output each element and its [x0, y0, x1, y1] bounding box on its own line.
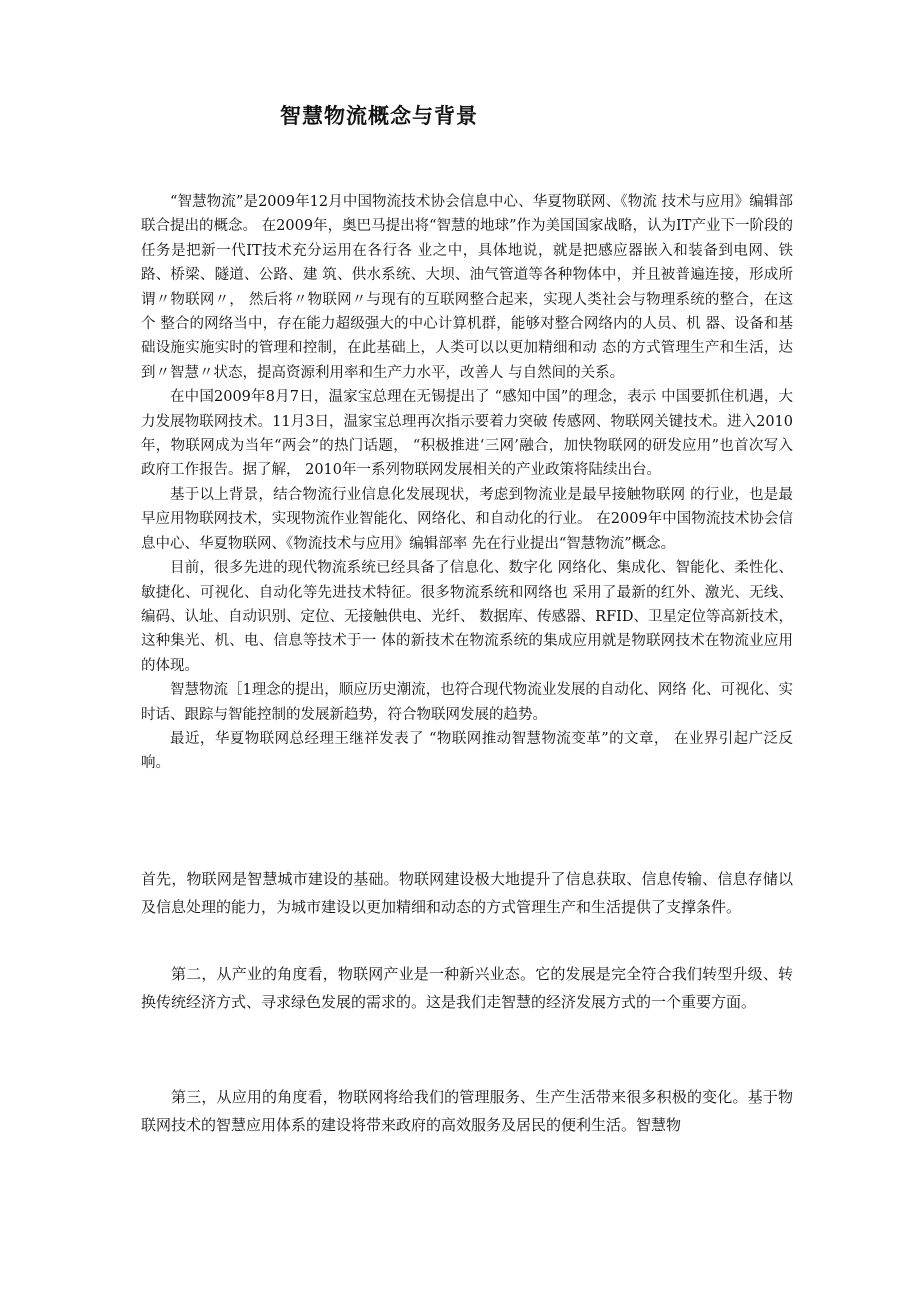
- section-first: [141, 865, 793, 921]
- paragraph: 基于以上背景，结合物流行业信息化发展现状，考虑到物流业是最早接触物联网 的行业，也是最早应用物联网技术，实现物流作业智能化、网络化、和自动化的行业。 在2009年中国物流技术协会信息中心、华夏物联网、《物流技术与应用》编辑部率 先在行业提出“智慧物流”概念。: [141, 486, 793, 552]
- paragraph: 目前，很多先进的现代物流系统已经具备了信息化、数字化 网络化、集成化、智能化、柔性化、敏捷化、可视化、自动化等先进技术特征。很多物流系统和网络也 采用了最新的红外、激光、无线、编码、认址、自动识别、定位、无接触供电、光纤、 数据库、传感器、RFID、卫星定位等高新技术，这种集光、机、电、信息等技术于一 体的新技术在物流系统的集成应用就是物联网技术在物流业应用的体现。: [141, 560, 793, 674]
- paragraph: 最近，华夏物联网总经理王继祥发表了 “物联网推动智慧物流变革”的文章， 在业界引起广泛反响。: [141, 730, 793, 772]
- paragraph: “智慧物流”是2009年12月中国物流技术协会信息中心、华夏物联网、《物流 技术与应用》编辑部联合提出的概念。 在2009年，奥巴马提出将“智慧的地球”作为美国国家战略，认为IT产业下一阶段的任务是把新一代IT技术充分运用在各行各 业之中，具体地说，就是把感应器嵌入和装备到电网、铁路、桥梁、隧道、公路、建 筑、供水系统、大坝、油气管道等各种物体中，并且被普遍连接，形成所谓〃物联网〃， 然后将〃物联网〃与现有的互联网整合起来，实现人类社会与物理系统的整合，在这个 整合的网络当中，存在能力超级强大的中心计算机群，能够对整合网络内的人员、机 器、设备和基础设施实施实时的管理和控制，在此基础上，人类可以以更加精细和动 态的方式管理生产和生活，达到〃智慧〃状态，提高资源利用率和生产力水平，改善人 与自然间的关系。: [141, 194, 793, 381]
- paragraph: 首先，物联网是智慧城市建设的基础。物联网建设极大地提升了信息获取、信息传输、信息存储以及信息处理的能力，为城市建设以更加精细和动态的方式管理生产和生活提供了支撑条件。: [141, 870, 793, 916]
- page-title: 智慧物流概念与背景: [280, 104, 478, 128]
- paragraph: 在中国2009年8月7日，温家宝总理在无锡提出了 “感知中国”的理念，表示 中国要抓住机遇，大力发展物联网技术。11月3日，温家宝总理再次指示要着力突破 传感网、物联网关键技术。进入2010年，物联网成为当年“两会”的热门话题， “积极推进‘三网’融合，加快物联网的研发应用”也首次写入政府工作报告。据了解， 2010年一系列物联网发展相关的产业政策将陆续出台。: [141, 389, 793, 479]
- intro-section: [141, 190, 793, 776]
- paragraph: 第二，从产业的角度看，物联网产业是一种新兴业态。它的发展是完全符合我们转型升级、转换传统经济方式、寻求绿色发展的需求的。这是我们走智慧的经济发展方式的一个重要方面。: [141, 965, 793, 1011]
- section-third: [141, 1083, 793, 1139]
- paragraph: 第三，从应用的角度看，物联网将给我们的管理服务、生产生活带来很多积极的变化。基于物联网技术的智慧应用体系的建设将带来政府的高效服务及居民的便利生活。智慧物: [141, 1088, 793, 1134]
- section-second: [141, 960, 793, 1016]
- paragraph: 智慧物流［1理念的提出，顺应历史潮流，也符合现代物流业发展的自动化、网络 化、可视化、实时话、跟踪与智能控制的发展新趋势，符合物联网发展的趋势。: [141, 682, 793, 723]
